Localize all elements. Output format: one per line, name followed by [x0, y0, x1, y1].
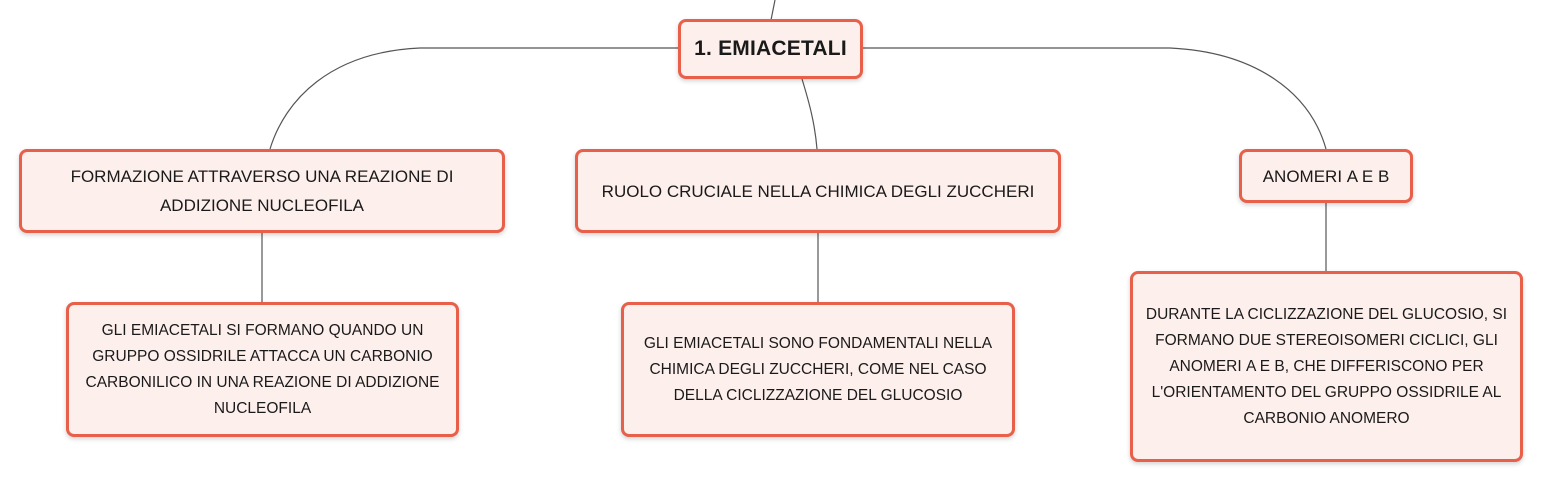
- connector-root-to-anomeri: [863, 48, 1326, 149]
- detail-node-anomeri[interactable]: [1130, 271, 1523, 462]
- branch-label-anomeri: ANOMERI Α E Β: [1262, 166, 1390, 186]
- detail-text-anomeri: DURANTE LA CICLIZZAZIONE DEL GLUCOSIO, SI FORMANO DUE STEREOISOMERI CICLICI, GLI ANOMERI Α E Β, CHE DIFFERISCONO PER L'ORIENTAMENTO DEL GRUPPO OSSIDRILE AL CARBONIO ANOMERO: [1145, 305, 1508, 427]
- connector-root-to-formazione: [270, 48, 678, 149]
- branch-node-ruolo[interactable]: [575, 149, 1061, 233]
- root-node[interactable]: [678, 19, 863, 79]
- detail-node-ruolo[interactable]: [621, 302, 1015, 437]
- branch-node-formazione[interactable]: [19, 149, 505, 233]
- connector-incoming: [771, 0, 775, 20]
- branch-label-formazione: FORMAZIONE ATTRAVERSO UNA REAZIONE DI ADDIZIONE NUCLEOFILA: [70, 167, 454, 215]
- connector-root-to-ruolo: [802, 79, 817, 149]
- detail-node-formazione[interactable]: [66, 302, 459, 437]
- detail-text-formazione: GLI EMIACETALI SI FORMANO QUANDO UN GRUPPO OSSIDRILE ATTACCA UN CARBONIO CARBONILICO IN UNA REAZIONE DI ADDIZIONE NUCLEOFILA: [85, 321, 440, 417]
- detail-text-ruolo: GLI EMIACETALI SONO FONDAMENTALI NELLA CHIMICA DEGLI ZUCCHERI, COME NEL CASO DELLA CICLIZZAZIONE DEL GLUCOSIO: [643, 334, 993, 404]
- branch-node-anomeri[interactable]: [1239, 149, 1413, 203]
- root-label: 1. EMIACETALI: [694, 37, 847, 60]
- branch-label-ruolo: RUOLO CRUCIALE NELLA CHIMICA DEGLI ZUCCHERI: [601, 181, 1035, 201]
